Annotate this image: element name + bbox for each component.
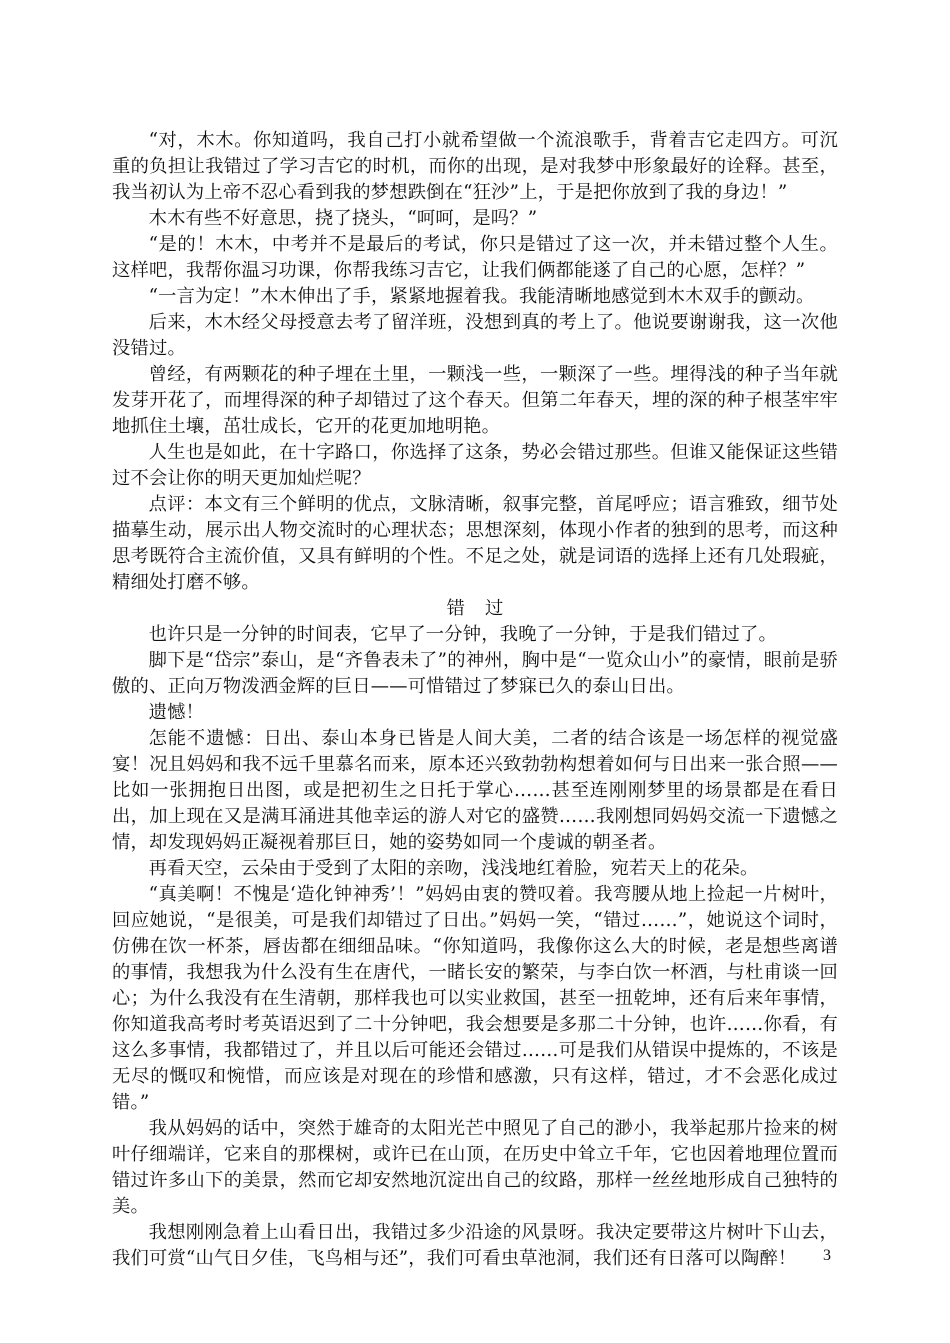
paragraph: 脚下是“岱宗”泰山，是“齐鲁表未了”的神州，胸中是“一览众山小”的豪情，眼前是骄傲的、正向万物泼洒金辉的巨日——可惜错过了梦寐已久的泰山日出。	[112, 650, 838, 697]
paragraph: “是的！木木，中考并不是最后的考试，你只是错过了这一次，并未错过整个人生。这样吧，我帮你温习功课，你帮我练习吉它，让我们俩都能遂了自己的心愿，怎样？”	[112, 234, 838, 281]
paragraph: 我从妈妈的话中，突然于雄奇的太阳光芒中照见了自己的渺小，我举起那片捡来的树叶仔细端详，它来自的那棵树，或许已在山顶，在历史中耸立千年，它也因着地理位置而错过许多山下的美景，然而它却安然地沉淀出自己的纹路，那样一丝丝地形成自己独特的美。	[112, 1118, 838, 1217]
document-body	[112, 128, 838, 1272]
section-title: 错过	[446, 598, 524, 619]
paragraph: 曾经，有两颗花的种子埋在土里，一颗浅一些，一颗深了一些。埋得浅的种子当年就发芽开花了，而埋得深的种子却错过了这个春天。但第二年春天，埋的深的种子根茎牢牢地抓住土壤，茁壮成长，它开的花更加地明艳。	[112, 364, 838, 437]
paragraph: 我想刚刚急着上山看日出，我错过多少沿途的风景呀。我决定要带这片树叶下山去，我们可赏“山气日夕佳，飞鸟相与还”，我们可看虫草池洞，我们还有日落可以陶醉！	[112, 1222, 838, 1269]
paragraph: 也许只是一分钟的时间表，它早了一分钟，我晚了一分钟，于是我们错过了。	[148, 624, 777, 645]
paragraph: 遗憾！	[148, 702, 205, 723]
page-number: 3	[823, 1247, 831, 1264]
paragraph: 怎能不遗憾：日出、泰山本身已皆是人间大美，二者的结合该是一场怎样的视觉盛宴！况且妈妈和我不远千里慕名而来，原本还兴致勃勃构想着如何与日出来一张合照——比如一张拥抱日出图，或是把初生之日托于掌心……甚至连刚刚梦里的场景都是在看日出，加上现在又是满耳涌进其他幸运的游人对它的盛赞……我刚想同妈妈交流一下遗憾之情，却发现妈妈正凝视着那巨日，她的姿势如同一个虔诚的朝圣者。	[112, 728, 838, 853]
paragraph: 人生也是如此，在十字路口，你选择了这条，势必会错过那些。但谁又能保证这些错过不会让你的明天更加灿烂呢？	[112, 442, 838, 489]
paragraph: “真美啊！不愧是‘造化钟神秀’！”妈妈由衷的赞叹着。我弯腰从地上捡起一片树叶，回应她说，“是很美，可是我们却错过了日出。”妈妈一笑，“错过……”，她说这个词时，仿佛在饮一杯茶，唇齿都在细细品味。“你知道吗，我像你这么大的时候，老是想些离谱的事情，我想我为什么没有生在唐代，一睹长安的繁荣，与李白饮一杯酒，与杜甫谈一回心；为什么我没有在生清朝，那样我也可以实业救国，甚至一扭乾坤，还有后来年事情，你知道我高考时考英语迟到了二十分钟吧，我会想要是多那二十分钟，也许……你看，有这么多事情，我都错过了，并且以后可能还会错过……可是我们从错误中提炼的，不该是无尽的慨叹和惋惜，而应该是对现在的珍惜和感激，只有这样，错过，才不会恶化成过错。”	[112, 884, 838, 1113]
paragraph: 木木有些不好意思，挠了挠头，“呵呵，是吗？”	[148, 208, 538, 229]
paragraph: “对，木木。你知道吗，我自己打小就希望做一个流浪歌手，背着吉它走四方。可沉重的负担让我错过了学习吉它的时机，而你的出现，是对我梦中形象最好的诠释。甚至，我当初认为上帝不忍心看到我的梦想跌倒在“狂沙”上，于是把你放到了我的身边！”	[112, 130, 838, 203]
commentary-paragraph: 点评：本文有三个鲜明的优点，文脉清晰，叙事完整，首尾呼应；语言雅致，细节处描摹生动，展示出人物交流时的心理状态；思想深刻，体现小作者的独到的思考，而这种思考既符合主流价值，又具有鲜明的个性。不足之处，就是词语的选择上还有几处瑕疵，精细处打磨不够。	[112, 494, 838, 593]
paragraph: “一言为定！”木木伸出了手，紧紧地握着我。我能清晰地感觉到木木双手的颤动。	[148, 286, 815, 307]
paragraph: 后来，木木经父母授意去考了留洋班，没想到真的考上了。他说要谢谢我，这一次他没错过。	[112, 312, 838, 359]
paragraph: 再看天空，云朵由于受到了太阳的亲吻，浅浅地红着脸，宛若天上的花朵。	[148, 858, 759, 879]
